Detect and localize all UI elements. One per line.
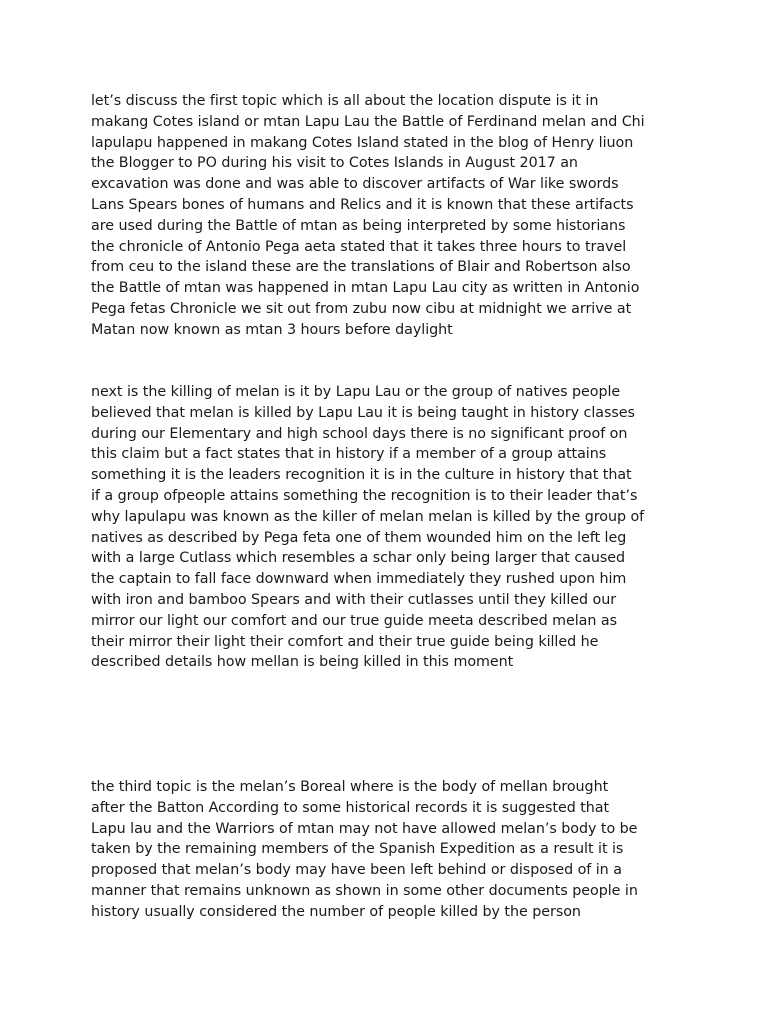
text-line: Lapu lau and the Warriors of mtan may not have allowed melan’s body to be xyxy=(91,820,638,837)
paragraph-killing-of-melan xyxy=(91,382,691,673)
text-line: the third topic is the melan’s Boreal where is the body of mellan brought xyxy=(91,779,609,795)
text-line: are used during the Battle of mtan as being interpreted by some historians xyxy=(91,217,626,234)
text-line: Lans Spears bones of humans and Relics and it is known that these artifacts xyxy=(91,196,634,213)
text-line: lapulapu happened in makang Cotes Island stated in the blog of Henry liuon xyxy=(91,134,634,151)
paragraph-melan-burial xyxy=(91,777,691,923)
text-line: makang Cotes island or mtan Lapu Lau the Battle of Ferdinand melan and Chi xyxy=(91,113,645,130)
text-line: the captain to fall face downward when immediately they rushed upon him xyxy=(91,571,627,588)
text-line: history usually considered the number of people killed by the person xyxy=(91,903,581,920)
text-line: described details how mellan is being killed in this moment xyxy=(91,654,514,671)
text-line: why lapulapu was known as the killer of melan melan is killed by the group of xyxy=(91,508,645,525)
text-line: from ceu to the island these are the translations of Blair and Robertson also xyxy=(91,259,631,276)
text-line: mirror our light our comfort and our true guide meeta described melan as xyxy=(91,612,617,629)
text-line: excavation was done and was able to discover artifacts of War like swords xyxy=(91,176,619,193)
text-line: next is the killing of melan is it by Lapu Lau or the group of natives people xyxy=(91,384,621,400)
text-line: during our Elementary and high school days there is no significant proof on xyxy=(91,425,628,442)
text-line: something it is the leaders recognition it is in the culture in history that that xyxy=(91,467,632,484)
text-line: the Blogger to PO during his visit to Cotes Islands in August 2017 an xyxy=(91,155,578,172)
text-line: Matan now known as mtan 3 hours before daylight xyxy=(91,321,453,338)
text-line: natives as described by Pega feta one of them wounded him on the left leg xyxy=(91,529,627,546)
text-line: with a large Cutlass which resembles a schar only being larger that caused xyxy=(91,550,626,567)
text-line: believed that melan is killed by Lapu Lau it is being taught in history classes xyxy=(91,404,635,421)
text-line: if a group ofpeople attains something the recognition is to their leader that’s xyxy=(91,487,638,504)
text-line: the chronicle of Antonio Pega aeta stated that it takes three hours to travel xyxy=(91,238,627,255)
text-line: their mirror their light their comfort and their true guide being killed he xyxy=(91,633,599,650)
text-line: this claim but a fact states that in history if a member of a group attains xyxy=(91,446,607,463)
text-line: taken by the remaining members of the Spanish Expedition as a result it is xyxy=(91,841,624,858)
text-line: let’s discuss the first topic which is all about the location dispute is it in xyxy=(91,93,599,109)
text-line: with iron and bamboo Spears and with their cutlasses until they killed our xyxy=(91,591,617,608)
paragraph-location-dispute xyxy=(91,91,691,341)
text-line: proposed that melan’s body may have been left behind or disposed of in a xyxy=(91,862,622,879)
text-line: the Battle of mtan was happened in mtan Lapu Lau city as written in Antonio xyxy=(91,280,640,297)
text-line: Pega fetas Chronicle we sit out from zubu now cibu at midnight we arrive at xyxy=(91,300,632,317)
text-line: manner that remains unknown as shown in some other documents people in xyxy=(91,882,638,899)
text-line: after the Batton According to some historical records it is suggested that xyxy=(91,799,610,816)
